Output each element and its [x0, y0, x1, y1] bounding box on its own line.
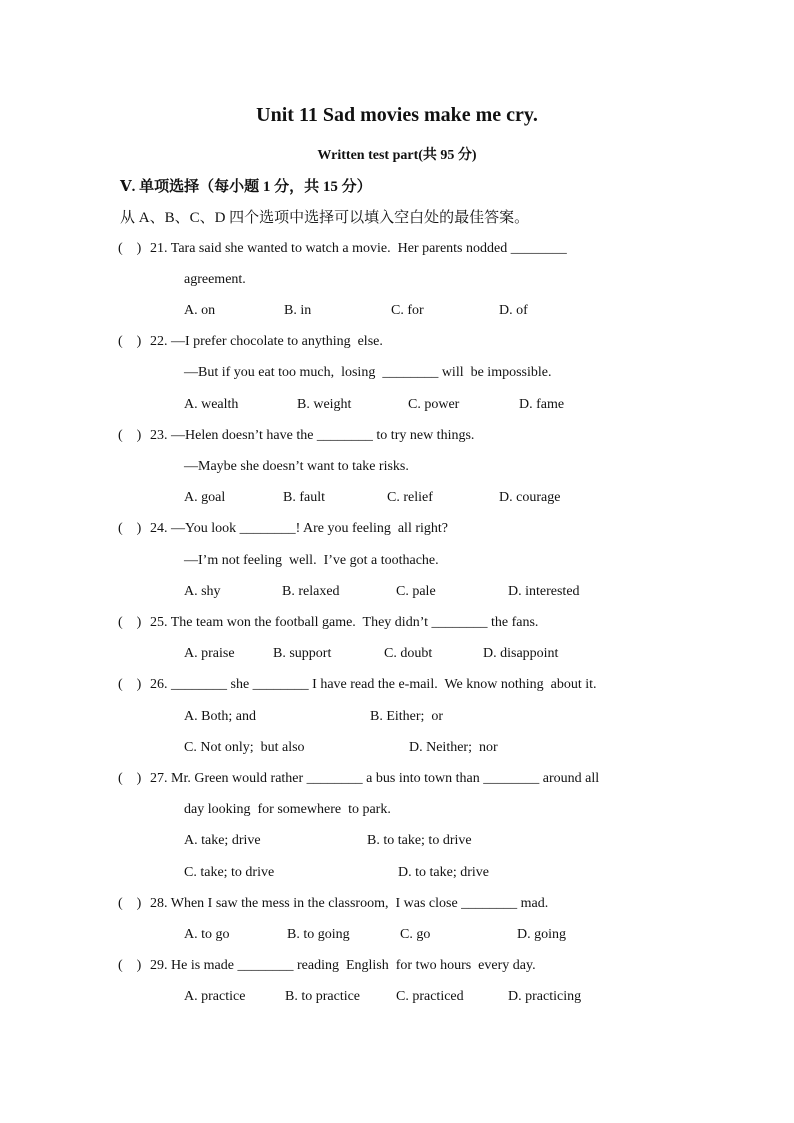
option-c: C. relief: [387, 490, 433, 505]
option-c: C. Not only; but also: [184, 740, 305, 755]
option-a: A. wealth: [184, 397, 239, 412]
option-d: D. disappoint: [483, 646, 559, 661]
option-c: C. pale: [396, 584, 436, 599]
question-continuation: —But if you eat too much, losing ________ will be impossible.: [184, 365, 552, 380]
question-text: 24. —You look ________! Are you feeling all right?: [150, 521, 448, 536]
answer-paren[interactable]: ( ): [118, 896, 142, 911]
page-title: Unit 11 Sad movies make me cry.: [256, 104, 538, 126]
option-d: D. Neither; nor: [409, 740, 498, 755]
answer-paren[interactable]: ( ): [118, 615, 142, 630]
question-text: 26. ________ she ________ I have read the e-mail. We know nothing about it.: [150, 677, 597, 692]
option-a: A. shy: [184, 584, 221, 599]
option-a: A. take; drive: [184, 833, 261, 848]
option-c: C. take; to drive: [184, 865, 275, 880]
option-c: C. practiced: [396, 989, 464, 1004]
option-c: C. doubt: [384, 646, 433, 661]
question-text: 28. When I saw the mess in the classroom, I was close ________ mad.: [150, 896, 549, 911]
question-continuation: agreement.: [184, 272, 246, 287]
option-b: B. Either; or: [370, 709, 444, 724]
option-d: D. to take; drive: [398, 865, 489, 880]
option-b: B. relaxed: [282, 584, 340, 599]
option-d: D. fame: [519, 397, 565, 412]
option-b: B. weight: [297, 397, 352, 412]
answer-paren[interactable]: ( ): [118, 334, 142, 349]
question-continuation: —I’m not feeling well. I’ve got a toothache.: [184, 553, 439, 568]
option-b: B. to take; to drive: [367, 833, 472, 848]
answer-paren[interactable]: ( ): [118, 521, 142, 536]
option-c: C. power: [408, 397, 460, 412]
option-b: B. to going: [287, 927, 350, 942]
option-c: C. for: [391, 303, 424, 318]
page-subtitle: Written test part(共 95 分): [317, 148, 477, 163]
question-continuation: —Maybe she doesn’t want to take risks.: [184, 459, 409, 474]
question-text: 23. —Helen doesn’t have the ________ to try new things.: [150, 428, 475, 443]
answer-paren[interactable]: ( ): [118, 677, 142, 692]
question-text: 25. The team won the football game. They didn’t ________ the fans.: [150, 615, 539, 630]
answer-paren[interactable]: ( ): [118, 241, 142, 256]
question-continuation: day looking for somewhere to park.: [184, 802, 391, 817]
answer-paren[interactable]: ( ): [118, 428, 142, 443]
question-text: 21. Tara said she wanted to watch a movie. Her parents nodded ________: [150, 241, 567, 256]
option-d: D. going: [517, 927, 566, 942]
option-a: A. Both; and: [184, 709, 256, 724]
option-a: A. practice: [184, 989, 246, 1004]
answer-paren[interactable]: ( ): [118, 771, 142, 786]
option-b: B. to practice: [285, 989, 361, 1004]
option-b: B. support: [273, 646, 332, 661]
option-d: D. practicing: [508, 989, 582, 1004]
question-text: 22. —I prefer chocolate to anything else.: [150, 334, 383, 349]
option-a: A. on: [184, 303, 216, 318]
option-a: A. goal: [184, 490, 226, 505]
option-b: B. in: [284, 303, 312, 318]
option-d: D. of: [499, 303, 528, 318]
option-c: C. go: [400, 927, 431, 942]
option-d: D. courage: [499, 490, 561, 505]
option-d: D. interested: [508, 584, 580, 599]
question-text: 29. He is made ________ reading English for two hours every day.: [150, 958, 536, 973]
question-text: 27. Mr. Green would rather ________ a bus into town than ________ around all: [150, 771, 600, 786]
instruction-text: 从 A、B、C、D 四个选项中选择可以填入空白处的最佳答案。: [120, 210, 530, 226]
option-a: A. to go: [184, 927, 230, 942]
section-heading: Ⅴ. 单项选择（每小题 1 分，共 15 分）: [120, 179, 372, 195]
answer-paren[interactable]: ( ): [118, 958, 142, 973]
option-a: A. praise: [184, 646, 235, 661]
option-b: B. fault: [283, 490, 325, 505]
